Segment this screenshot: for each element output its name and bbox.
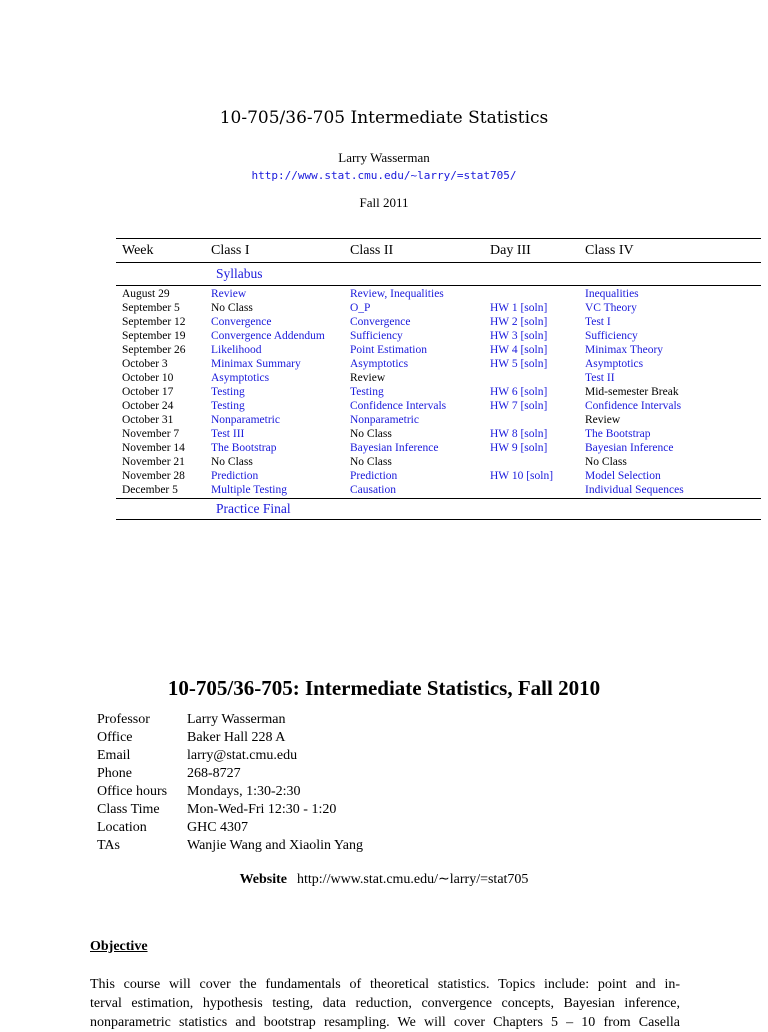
week-cell: October 31 [122, 414, 174, 426]
table-row [116, 301, 761, 315]
day-3-cell [490, 455, 585, 469]
course-info [97, 711, 363, 855]
class-2-cell[interactable]: Nonparametric [350, 414, 419, 426]
week-cell: November 21 [122, 456, 185, 468]
info-row [97, 729, 363, 747]
header-class-2: Class II [350, 242, 394, 258]
class-4-cell[interactable]: Individual Sequences [585, 484, 684, 496]
class-4-cell[interactable]: Bayesian Inference [585, 442, 674, 454]
info-label: Email [97, 748, 131, 763]
class-4-cell[interactable]: Model Selection [585, 470, 661, 482]
page-title: 10-705/36-705 Intermediate Statistics [219, 108, 549, 128]
day-3-cell[interactable]: HW 5 [soln] [490, 358, 548, 370]
class-2-cell[interactable]: Sufficiency [350, 330, 403, 342]
info-label: Office [97, 730, 133, 745]
schedule-table [116, 238, 761, 520]
info-label: Office hours [97, 784, 168, 799]
info-value: Baker Hall 228 A [187, 730, 286, 745]
table-row [116, 315, 761, 329]
table-row [116, 343, 761, 357]
schedule-rows [116, 286, 761, 498]
info-label: TAs [97, 838, 120, 853]
day-3-cell[interactable]: HW 2 [soln] [490, 316, 548, 328]
class-1-cell[interactable]: Minimax Summary [211, 358, 301, 370]
day-3-cell[interactable]: HW 9 [soln] [490, 442, 548, 454]
class-2-cell[interactable]: O_P [350, 302, 371, 314]
objective-line: nonparametric statistics and bootstrap resampling. We will cover Chapters 5 – 10 from Casella [90, 1015, 680, 1030]
info-row [97, 801, 363, 819]
day-3-cell[interactable]: HW 1 [soln] [490, 302, 548, 314]
class-4-cell[interactable]: Sufficiency [585, 330, 638, 342]
week-cell: August 29 [122, 288, 170, 300]
class-1-cell[interactable]: Multiple Testing [211, 484, 287, 496]
day-3-cell [490, 483, 585, 497]
table-bottom-rule [116, 519, 761, 520]
week-cell: September 19 [122, 330, 186, 342]
objective-paragraph [90, 975, 680, 1032]
class-2-cell: No Class [350, 428, 392, 440]
info-value: GHC 4307 [187, 820, 249, 835]
class-1-cell[interactable]: Nonparametric [211, 414, 280, 426]
class-2-cell: Review [350, 372, 386, 384]
class-1-cell[interactable]: Convergence Addendum [211, 330, 325, 342]
class-4-cell[interactable]: Asymptotics [585, 358, 644, 370]
info-value: Wanjie Wang and Xiaolin Yang [187, 838, 363, 853]
table-row [116, 371, 761, 385]
info-row [97, 837, 363, 855]
class-1-cell[interactable]: Asymptotics [211, 372, 270, 384]
info-value: larry@stat.cmu.edu [187, 748, 298, 763]
info-value: Mondays, 1:30-2:30 [187, 784, 301, 799]
day-3-cell[interactable]: HW 6 [soln] [490, 386, 548, 398]
class-1-cell[interactable]: Testing [211, 386, 245, 398]
table-row [116, 441, 761, 455]
practice-final-link[interactable]: Practice Final [216, 501, 291, 516]
header-class-1: Class I [211, 242, 250, 258]
info-label: Phone [97, 766, 132, 781]
class-2-cell[interactable]: Point Estimation [350, 344, 427, 356]
info-row [97, 783, 363, 801]
class-1-cell[interactable]: Review [211, 288, 247, 300]
class-1-cell[interactable]: Prediction [211, 470, 259, 482]
class-2-cell[interactable]: Convergence [350, 316, 411, 328]
class-4-cell[interactable]: Inequalities [585, 288, 639, 300]
week-cell: October 17 [122, 386, 174, 398]
website-line [0, 871, 768, 888]
class-4-cell[interactable]: Minimax Theory [585, 344, 664, 356]
day-3-cell[interactable]: HW 8 [soln] [490, 428, 548, 440]
info-label: Class Time [97, 802, 160, 817]
class-1-cell[interactable]: Testing [211, 400, 245, 412]
info-label: Location [97, 820, 147, 835]
table-row [116, 427, 761, 441]
info-row [97, 747, 363, 765]
class-1-cell[interactable]: Test III [211, 428, 245, 440]
class-4-cell[interactable]: The Bootstrap [585, 428, 651, 440]
week-cell: October 24 [122, 400, 174, 412]
info-row [97, 819, 363, 837]
class-1-cell: No Class [211, 456, 253, 468]
class-2-cell[interactable]: Review, Inequalities [350, 288, 444, 300]
class-1-cell[interactable]: Likelihood [211, 344, 262, 356]
course-url-link[interactable]: http://www.stat.cmu.edu/~larry/=stat705/ [251, 169, 517, 182]
day-3-cell [490, 287, 585, 301]
class-1-cell[interactable]: Convergence [211, 316, 272, 328]
info-value: Larry Wasserman [187, 712, 286, 727]
info-label: Professor [97, 712, 150, 727]
day-3-cell[interactable]: HW 3 [soln] [490, 330, 548, 342]
day-3-cell [490, 413, 585, 427]
syllabus-row [116, 263, 761, 285]
class-2-cell[interactable]: Causation [350, 484, 396, 496]
table-row [116, 469, 761, 483]
class-1-cell: No Class [211, 302, 253, 314]
week-cell: September 5 [122, 302, 180, 314]
website-label: Website [239, 872, 288, 887]
header-day-3: Day III [490, 242, 531, 258]
class-4-cell: Mid-semester Break [585, 386, 679, 398]
header-week: Week [122, 242, 154, 258]
table-row [116, 399, 761, 413]
class-4-cell[interactable]: Test II [585, 372, 615, 384]
class-2-cell: No Class [350, 456, 392, 468]
class-4-cell[interactable]: Confidence Intervals [585, 400, 682, 412]
week-cell: November 7 [122, 428, 180, 440]
table-row [116, 329, 761, 343]
class-4-cell[interactable]: VC Theory [585, 302, 637, 314]
header-class-4: Class IV [585, 242, 634, 258]
info-value: Mon-Wed-Fri 12:30 - 1:20 [187, 802, 337, 817]
week-cell: December 5 [122, 484, 178, 496]
website-url[interactable]: http://www.stat.cmu.edu/∼larry/=stat705 [297, 872, 529, 887]
week-cell: September 26 [122, 344, 186, 356]
class-4-cell: Review [585, 414, 621, 426]
class-4-cell[interactable]: Test I [585, 316, 611, 328]
week-cell: October 10 [122, 372, 174, 384]
table-row [116, 385, 761, 399]
week-cell: October 3 [122, 358, 168, 370]
week-cell: November 14 [122, 442, 185, 454]
week-cell: November 28 [122, 470, 185, 482]
class-2-cell[interactable]: Bayesian Inference [350, 442, 439, 454]
syllabus-title: 10-705/36-705: Intermediate Statistics, Fall 2010 [167, 676, 601, 700]
day-3-cell[interactable]: HW 7 [soln] [490, 400, 548, 412]
day-3-cell [490, 371, 585, 385]
objective-line: This course will cover the fundamentals of theoretical statistics. Topics include: point and in- [90, 977, 680, 992]
day-3-cell[interactable]: HW 4 [soln] [490, 344, 548, 356]
class-4-cell: No Class [585, 456, 627, 468]
class-2-cell[interactable]: Asymptotics [350, 358, 409, 370]
table-row [116, 413, 761, 427]
objective-heading: Objective [90, 939, 148, 954]
class-1-cell[interactable]: The Bootstrap [211, 442, 277, 454]
week-cell: September 12 [122, 316, 186, 328]
class-2-cell[interactable]: Confidence Intervals [350, 400, 447, 412]
info-value: 268-8727 [187, 766, 241, 781]
info-row [97, 711, 363, 729]
practice-final-row [116, 499, 761, 519]
class-2-cell[interactable]: Testing [350, 386, 384, 398]
table-row [116, 455, 761, 469]
day-3-cell[interactable]: HW 10 [soln] [490, 470, 554, 482]
table-row [116, 287, 761, 301]
author-name: Larry Wasserman [338, 150, 430, 165]
table-row [116, 483, 761, 497]
info-row [97, 765, 363, 783]
objective-line: terval estimation, hypothesis testing, data reduction, convergence concepts, Bayesian inference, [90, 996, 680, 1011]
syllabus-link[interactable]: Syllabus [216, 266, 263, 281]
table-row [116, 357, 761, 371]
table-header [116, 239, 761, 262]
term-label: Fall 2011 [359, 195, 409, 210]
class-2-cell[interactable]: Prediction [350, 470, 398, 482]
